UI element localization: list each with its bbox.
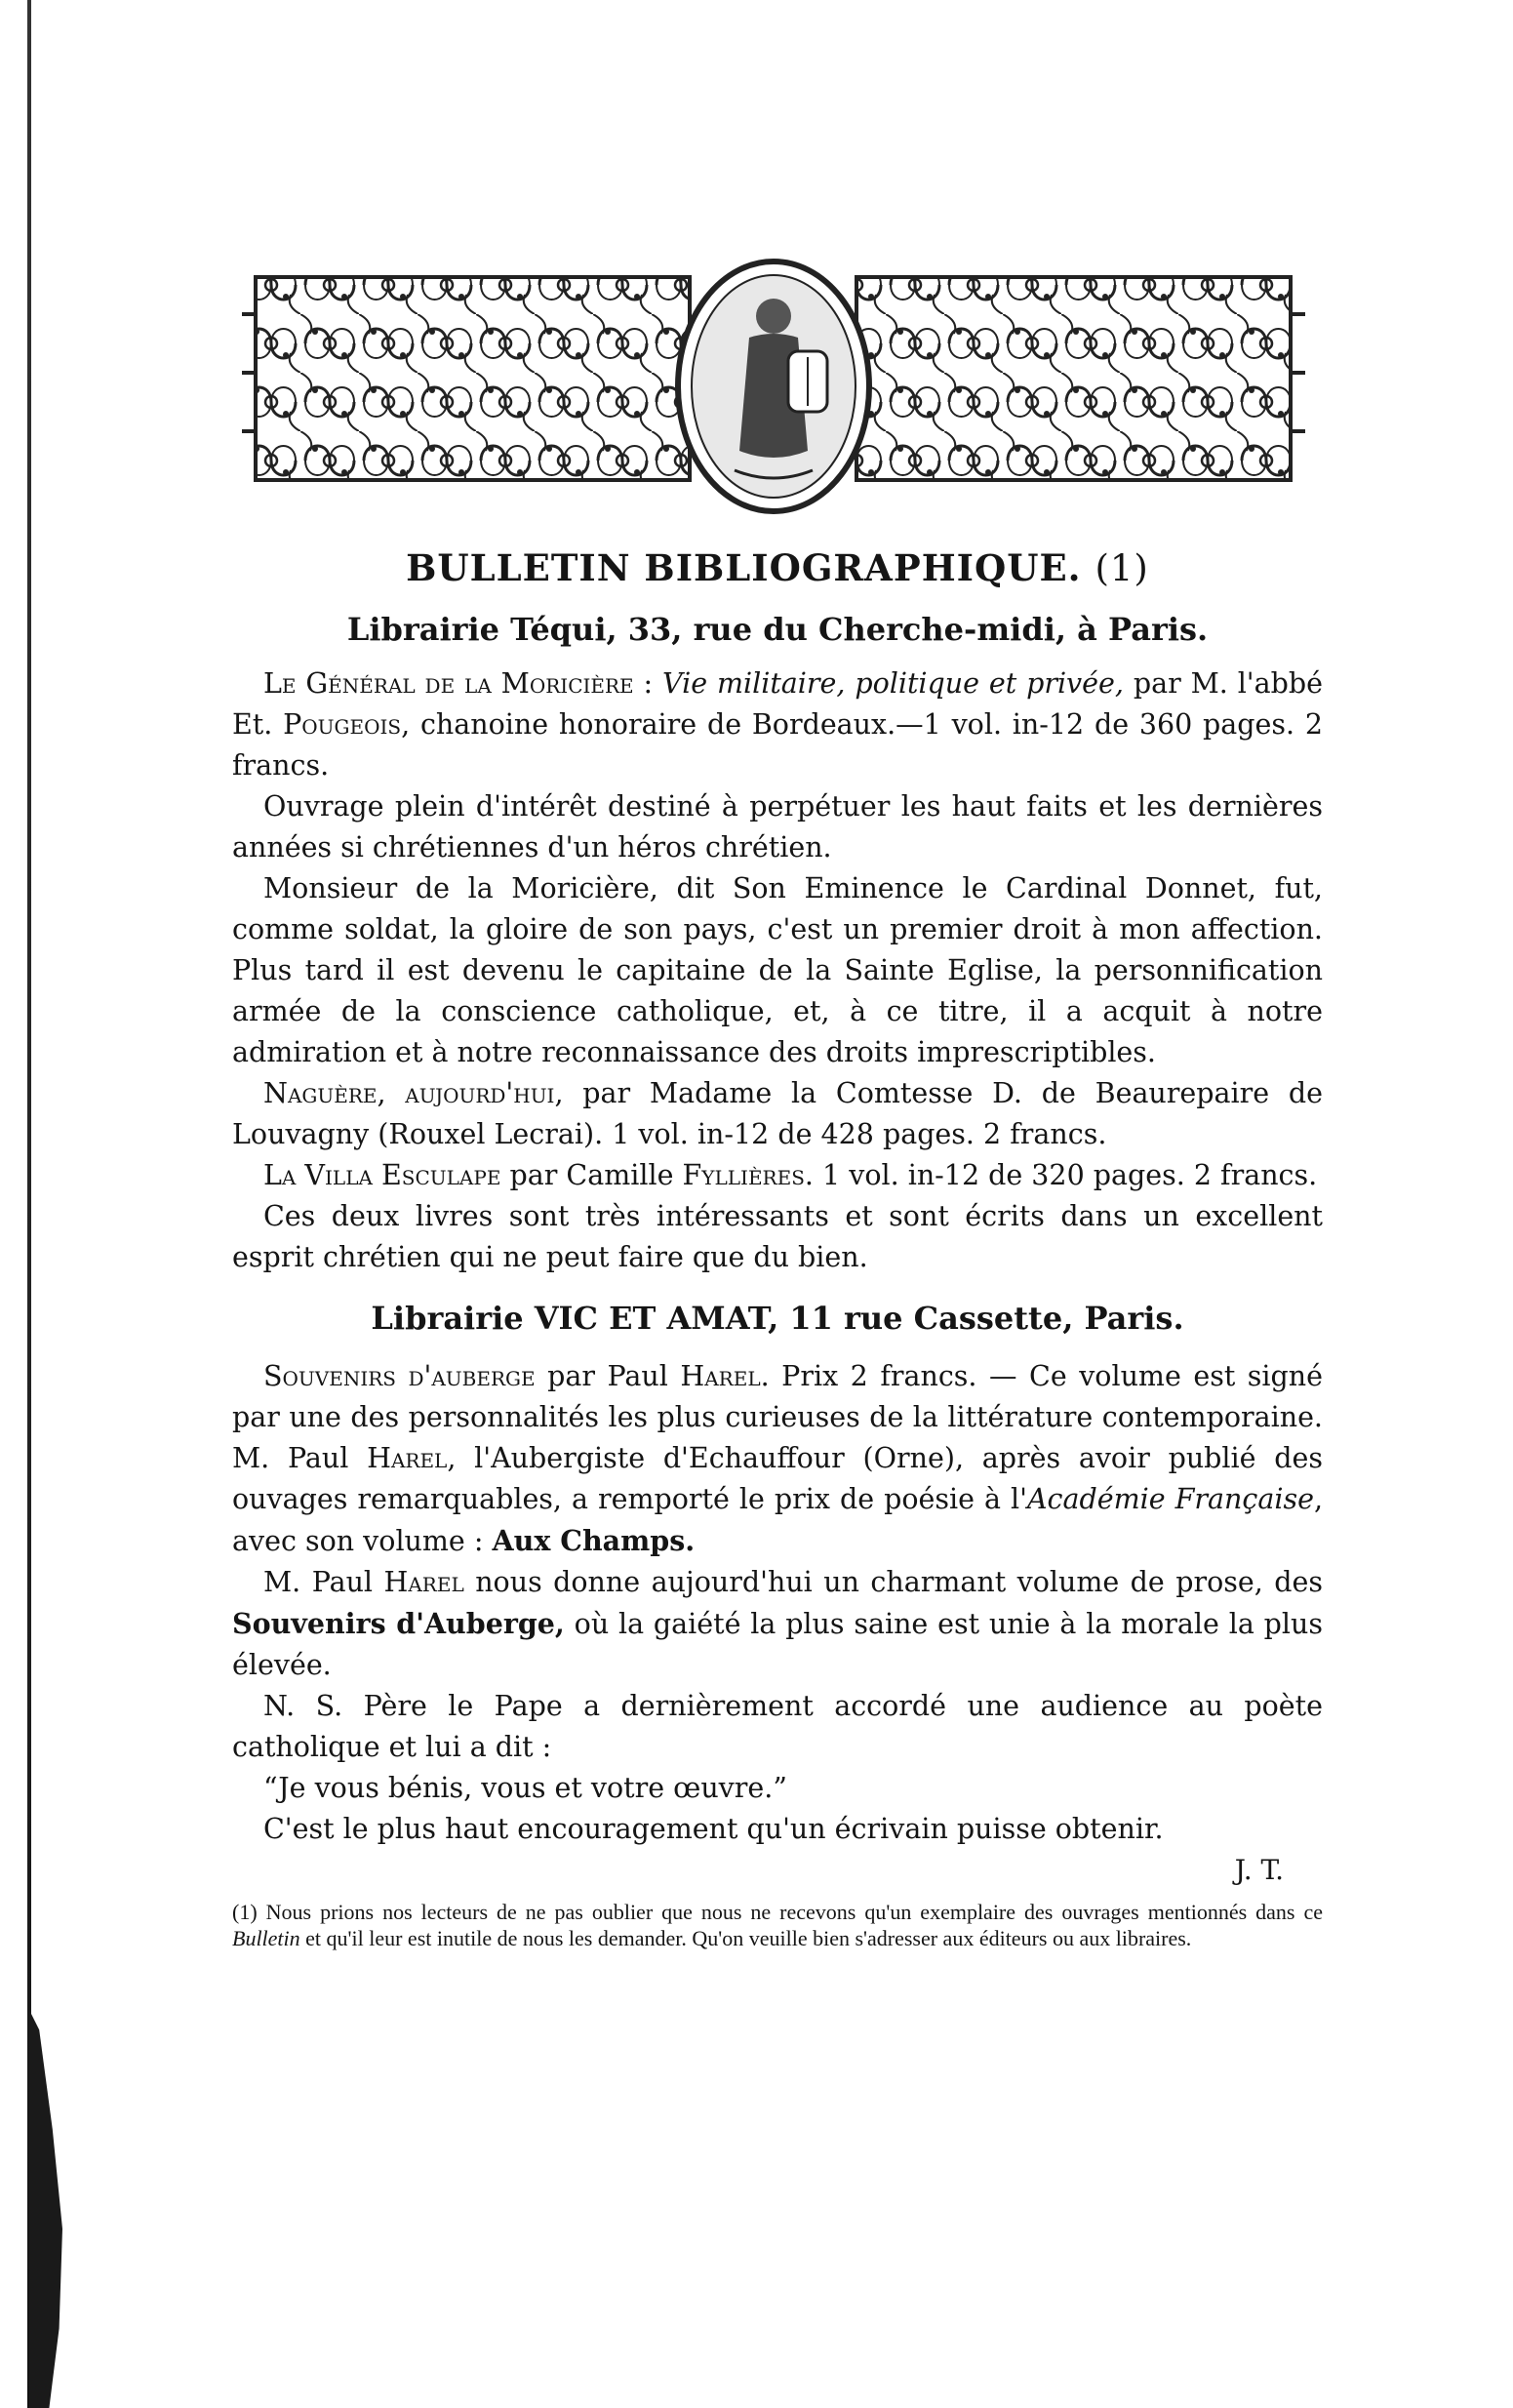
footnote xyxy=(232,1899,1323,1951)
book-details: . 1 vol. in-12 de 320 pages. 2 francs. xyxy=(804,1159,1318,1191)
page-edge-shadow xyxy=(29,2010,62,2408)
bulletin-content xyxy=(232,546,1323,1951)
book-details: . Prix 2 francs. — Ce volume est signé par une des personnalités les plus curieuses de la littérature contemporaine. M. Paul xyxy=(232,1360,1323,1474)
paragraph xyxy=(232,1562,1323,1686)
book-by: par Camille xyxy=(500,1159,683,1191)
title-main: BULLETIN BIBLIOGRAPHIQUE. xyxy=(406,546,1082,589)
paragraph: Monsieur de la Moricière, dit Son Eminence le Cardinal Donnet, fut, comme soldat, la gloire de son pays, c'est un premier droit à mon affection. Plus tard il est devenu le capitaine de la Sainte Eglise, la personnification armée de la conscience catholique, et, à ce titre, il a acquit à notre admiration et à notre reconnaissance des droits imprescriptibles. xyxy=(232,872,1323,1068)
footnote-bulletin: Bulletin xyxy=(232,1926,300,1950)
book-author: Harel xyxy=(383,1566,464,1598)
book-title: Le Général de la Moricière xyxy=(263,667,634,700)
moses-with-tablets-icon xyxy=(678,261,869,511)
book-subtitle: Vie militaire, politique et privée, xyxy=(662,667,1124,700)
book-details: , chanoine honoraire de Bordeaux.—1 vol. in-12 de 360 pages. 2 francs. xyxy=(232,708,1323,782)
book-title: La Villa Esculape xyxy=(263,1159,501,1191)
book-entry-villa-esculape xyxy=(232,1155,1323,1196)
book-entry-moriciere xyxy=(232,663,1323,786)
publisher-heading-tequi: Librairie Téqui, 33, rue du Cherche-midi, à Paris. xyxy=(346,611,1209,648)
footnote-text: et qu'il leur est inutile de nous les demander. Qu'on veuille bien s'adresser aux éditeurs ou aux libraires. xyxy=(299,1926,1192,1950)
separator: : xyxy=(633,667,663,700)
book-by: par Paul xyxy=(535,1360,681,1392)
book-title-bold: Aux Champs. xyxy=(492,1524,696,1557)
pope-quote: “Je vous bénis, vous et votre œuvre.” xyxy=(263,1772,787,1804)
page-title xyxy=(232,546,1323,589)
book-title: Souvenirs d'auberge xyxy=(263,1360,536,1392)
book-by: par M. l'abbé Et. xyxy=(232,667,1323,741)
book-entry-souvenirs xyxy=(232,1356,1323,1562)
paragraph: Ces deux livres sont très intéressants et sont écrits dans un excellent esprit chrétien qui ne peut faire que du bien. xyxy=(232,1200,1323,1273)
book-author: Harel xyxy=(680,1360,761,1392)
book-author: Fyllières xyxy=(682,1159,805,1191)
book-details: , l'Aubergiste d'Echauffour (Orne), après avoir publié des ouvages remarquables, a remporté le prix de poésie à l' xyxy=(232,1442,1323,1515)
footnote-text: (1) Nous prions nos lecteurs de ne pas oublier que nous ne recevons qu'un exemplaire des ouvrages mentionnés dans ce xyxy=(232,1900,1323,1924)
book-entry-naguere xyxy=(232,1073,1323,1155)
footnote-ref: (1) xyxy=(1095,547,1149,589)
signature: J. T. xyxy=(1234,1854,1284,1886)
book-details: , par Madame la Comtesse D. de Beaurepaire de Louvagny (Rouxel Lecrai). 1 vol. in-12 de 428 pages. 2 francs. xyxy=(232,1077,1324,1150)
publisher-heading-vic-amat: Librairie VIC ET AMAT, 11 rue Cassette, Paris. xyxy=(371,1300,1184,1337)
book-author: Harel xyxy=(367,1442,448,1474)
text: M. Paul xyxy=(263,1566,384,1598)
book-author: Pougeois xyxy=(283,708,402,741)
text: nous donne aujourd'hui un charmant volume de prose, des xyxy=(463,1566,1323,1598)
book-title: Naguère, aujourd'hui xyxy=(263,1077,555,1109)
book-details: , avec son volume : xyxy=(232,1483,1324,1557)
book-title-bold: Souvenirs d'Auberge, xyxy=(232,1607,565,1640)
academy-name: Académie Française xyxy=(1026,1483,1314,1515)
paragraph: Ouvrage plein d'intérêt destiné à perpétuer les haut faits et les dernières années si chrétiennes d'un héros chrétien. xyxy=(232,790,1323,863)
ornamental-banner xyxy=(242,256,1305,515)
text: où la gaiété la plus saine est unie à la morale la plus élevée. xyxy=(232,1608,1323,1681)
paragraph: C'est le plus haut encouragement qu'un écrivain puisse obtenir. xyxy=(263,1813,1164,1845)
paragraph: N. S. Père le Pape a dernièrement accordé une audience au poète catholique et lui a dit : xyxy=(232,1690,1323,1763)
